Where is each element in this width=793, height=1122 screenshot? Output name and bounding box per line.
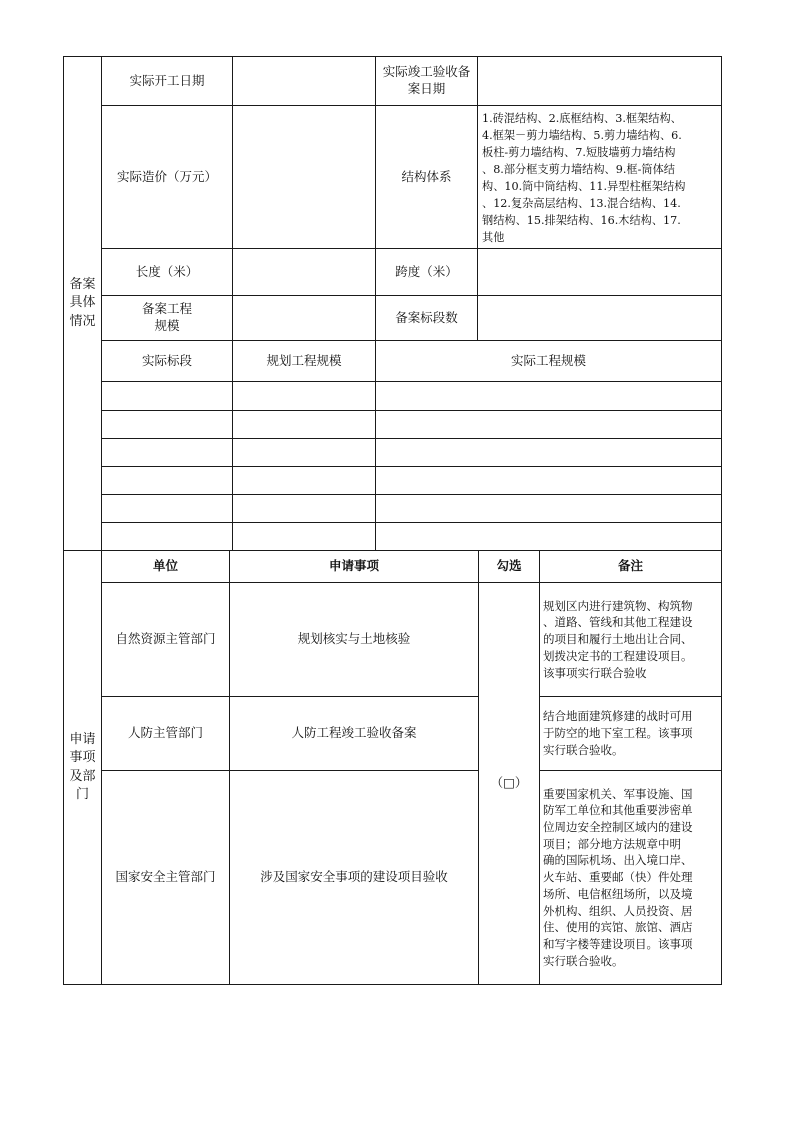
actual-start-date-field[interactable] <box>233 57 375 105</box>
remark-line: 场所、电信枢纽场所，以及境 <box>543 886 693 901</box>
label-line: 备案工程 <box>141 301 192 317</box>
remark-line: 、道路、管线和其他工程建设 <box>543 615 693 630</box>
table-row <box>102 382 721 410</box>
actual-start-date-label: 实际开工日期 <box>129 72 205 88</box>
table-cell[interactable] <box>376 411 721 438</box>
remark-line: 重要国家机关、军事设施、国 <box>543 786 693 801</box>
section-label-filing-details <box>64 57 101 550</box>
table-row <box>102 411 721 438</box>
completion-filing-date-field[interactable] <box>478 57 721 105</box>
span-field[interactable] <box>478 249 721 295</box>
table-row <box>102 495 721 522</box>
remark-line: 确的国际机场、出入境口岸、 <box>543 853 693 868</box>
section-label-line: 备案 <box>69 277 96 293</box>
header-remark: 备注 <box>617 558 643 574</box>
table-row <box>102 439 721 466</box>
matter-national-security-check: 涉及国家安全事项的建设项目验收 <box>260 869 448 885</box>
remark-line: 实行联合验收。 <box>543 953 624 968</box>
table-row <box>102 467 721 494</box>
span-label: 跨度（米） <box>395 263 458 279</box>
structure-option-line: 、8.部分框支剪力墙结构、9.框-筒体结 <box>482 162 675 176</box>
table-cell[interactable] <box>376 495 721 522</box>
structure-option-line: 其他 <box>482 231 505 245</box>
section-label-line: 门 <box>75 786 89 802</box>
remark-line: 和写字楼等建设项目。该事项 <box>543 936 693 951</box>
label-line: 规模 <box>154 318 180 333</box>
structure-option-line: 4.框架－剪力墙结构、5.剪力墙结构、6. <box>482 128 682 142</box>
unit-civil-air-defense: 人防主管部门 <box>127 725 203 741</box>
border-line <box>63 984 722 985</box>
section-label-line: 及部 <box>69 768 96 784</box>
remark-line: 的项目和履行土地出让合同、 <box>543 632 693 647</box>
table-cell[interactable] <box>233 523 375 550</box>
table-cell[interactable] <box>233 382 375 410</box>
remark-civil-air-defense <box>543 697 721 770</box>
header-planned-scale: 规划工程规模 <box>266 352 342 368</box>
unit-national-security: 国家安全主管部门 <box>115 869 216 885</box>
remark-national-security <box>543 771 721 984</box>
filing-scale-field[interactable] <box>233 296 375 340</box>
filing-scale-label <box>102 296 232 340</box>
remark-natural-resources <box>543 583 721 696</box>
table-cell[interactable] <box>102 467 232 494</box>
remark-line: 火车站、重要邮（快）件处理 <box>543 870 693 885</box>
table-cell[interactable] <box>376 467 721 494</box>
table-cell[interactable] <box>102 495 232 522</box>
completion-filing-date-label <box>376 57 477 105</box>
length-field[interactable] <box>233 249 375 295</box>
structure-option-line: 1.砖混结构、2.底框结构、3.框架结构、 <box>482 111 682 125</box>
structure-option-line: 钢结构、15.排架结构、16.木结构、17. <box>482 214 681 228</box>
structure-option-line: 、12.复杂高层结构、13.混合结构、14. <box>482 197 681 211</box>
table-cell[interactable] <box>233 495 375 522</box>
remark-line: 于防空的地下室工程。该事项 <box>543 726 693 741</box>
remark-line: 住、使用的宾馆、旅馆、酒店 <box>543 920 693 935</box>
remark-line: 项目；部分地方法规章中明 <box>543 836 681 851</box>
label-line: 案日期 <box>407 81 446 96</box>
table-cell[interactable] <box>233 467 375 494</box>
table-row <box>102 523 721 550</box>
filing-section-count-field[interactable] <box>478 296 721 340</box>
matter-air-defense-filing: 人防工程竣工验收备案 <box>291 725 417 741</box>
section-label-line: 具体 <box>69 295 96 311</box>
length-label: 长度（米） <box>135 263 199 279</box>
filing-section-count-label: 备案标段数 <box>395 309 458 325</box>
remark-line: 位周边安全控制区域内的建设 <box>543 820 693 835</box>
section-label-line: 申请 <box>69 732 96 748</box>
remark-line: 外机构、组织、人员投资、居 <box>543 903 693 918</box>
header-matter: 申请事项 <box>328 558 379 574</box>
table-cell[interactable] <box>102 523 232 550</box>
structure-system-label: 结构体系 <box>401 168 452 184</box>
section-label-application <box>64 551 101 984</box>
section-label-line: 事项 <box>69 750 96 766</box>
remark-line: 结合地面建筑修建的战时可用 <box>543 709 693 724</box>
table-cell[interactable] <box>376 439 721 466</box>
border-line <box>721 56 722 985</box>
header-unit: 单位 <box>152 558 178 574</box>
table-cell[interactable] <box>102 411 232 438</box>
remark-line: 实行联合验收。 <box>543 742 624 757</box>
actual-cost-label: 实际造价（万元） <box>116 168 217 184</box>
label-line: 实际竣工验收备 <box>382 64 471 80</box>
remark-line: 划拨决定书的工程建设项目。 <box>543 648 693 663</box>
structure-option-line: 板柱-剪力墙结构、7.短肢墙剪力墙结构 <box>482 145 676 159</box>
header-actual-section: 实际标段 <box>141 352 192 368</box>
remark-line: 该事项实行联合验收 <box>543 665 647 680</box>
structure-options-text[interactable] <box>482 110 720 246</box>
table-cell[interactable] <box>376 523 721 550</box>
border-line <box>539 550 540 985</box>
section-label-line: 情况 <box>69 313 96 329</box>
remark-line: 防军工单位和其他重要涉密单 <box>543 803 693 818</box>
header-check: 勾选 <box>496 558 522 574</box>
unit-natural-resources: 自然资源主管部门 <box>115 631 216 647</box>
table-cell[interactable] <box>102 439 232 466</box>
table-cell[interactable] <box>233 411 375 438</box>
table-cell[interactable] <box>102 382 232 410</box>
actual-cost-field[interactable] <box>233 106 375 248</box>
header-actual-scale: 实际工程规模 <box>510 352 586 368</box>
select-checkbox[interactable]: （□） <box>490 775 528 791</box>
table-cell[interactable] <box>376 382 721 410</box>
matter-planning-land-check: 规划核实与土地核验 <box>297 631 411 647</box>
structure-option-line: 构、10.筒中筒结构、11.异型柱框架结构 <box>482 180 686 193</box>
remark-line: 规划区内进行建筑物、构筑物 <box>543 598 693 613</box>
table-cell[interactable] <box>233 439 375 466</box>
